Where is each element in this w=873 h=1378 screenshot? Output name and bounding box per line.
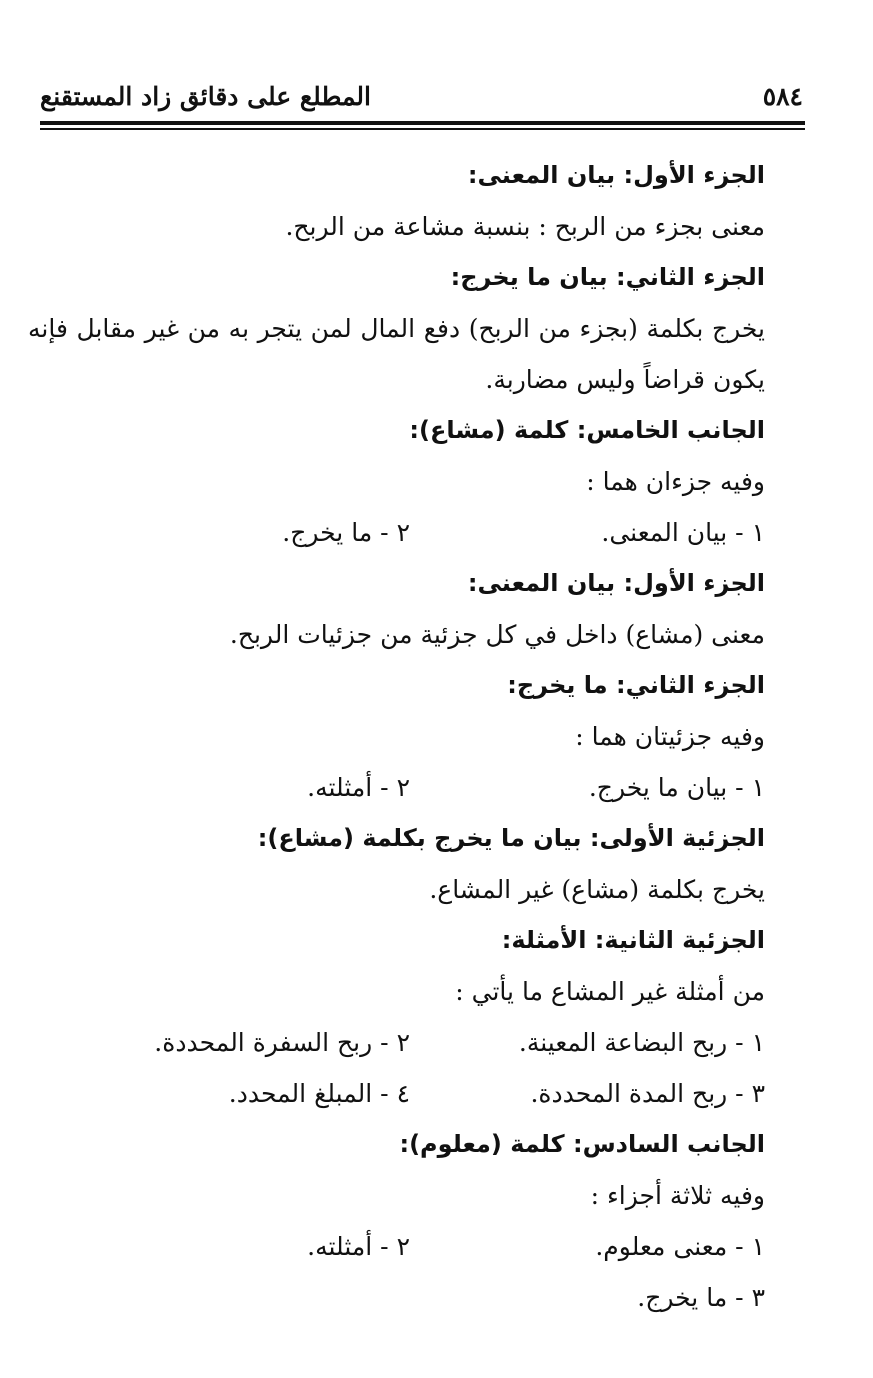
body-paragraph: معنى (مشاع) داخل في كل جزئية من جزئيات الربح.	[229, 620, 765, 649]
book-title: المطلع على دقائق زاد المستقنع	[40, 82, 371, 111]
body-paragraph: وفيه ثلاثة أجزاء :	[590, 1181, 765, 1210]
enumerated-items-row	[40, 1272, 765, 1323]
body-paragraph: وفيه جزءان هما :	[586, 467, 765, 496]
list-item: ٢ - أمثلته.	[307, 1232, 410, 1261]
section-heading: الجانب الخامس: كلمة (مشاع):	[409, 416, 765, 444]
list-item: ٢ - ربح السفرة المحددة.	[154, 1028, 410, 1057]
body-paragraph: يخرج بكلمة (بجزء من الربح) دفع المال لمن يتجر به من غير مقابل فإنه يكون قراضاً وليس مضاربة.	[28, 314, 765, 394]
list-item: ٣ - ما يخرج.	[637, 1283, 765, 1312]
body-paragraph: وفيه جزئيتان هما :	[575, 722, 765, 751]
header-rule-thick	[40, 121, 805, 125]
list-item: ١ - بيان ما يخرج.	[588, 773, 765, 802]
header-rule-thin	[40, 128, 805, 130]
list-item: ٢ - أمثلته.	[307, 773, 410, 802]
section-heading: الجزئية الثانية: الأمثلة:	[501, 926, 765, 954]
section-heading: الجزء الأول: بيان المعنى:	[467, 569, 765, 597]
enumerated-items-row	[40, 1221, 765, 1272]
section-heading: الجزء الثاني: بيان ما يخرج:	[450, 263, 765, 291]
section-heading: الجزء الثاني: ما يخرج:	[507, 671, 765, 699]
section-heading: الجزء الأول: بيان المعنى:	[467, 161, 765, 189]
page-number: ٥٨٤	[762, 82, 803, 111]
list-item: ٣ - ربح المدة المحددة.	[530, 1079, 765, 1108]
list-item: ١ - ربح البضاعة المعينة.	[518, 1028, 765, 1057]
enumerated-items-row	[40, 1068, 765, 1119]
list-item: ٤ - المبلغ المحدد.	[228, 1079, 410, 1108]
enumerated-items-row	[40, 507, 765, 558]
section-heading: الجزئية الأولى: بيان ما يخرج بكلمة (مشاع):	[257, 824, 765, 852]
body-paragraph: يخرج بكلمة (مشاع) غير المشاع.	[429, 875, 765, 904]
list-item: ١ - بيان المعنى.	[601, 518, 765, 547]
body-paragraph: من أمثلة غير المشاع ما يأتي :	[455, 977, 765, 1006]
list-item: ٢ - ما يخرج.	[282, 518, 410, 547]
enumerated-items-row	[40, 1017, 765, 1068]
page-body	[28, 150, 765, 1323]
section-heading: الجانب السادس: كلمة (معلوم):	[399, 1130, 765, 1158]
body-paragraph: معنى بجزء من الربح : بنسبة مشاعة من الربح.	[285, 212, 765, 241]
list-item: ١ - معنى معلوم.	[595, 1232, 765, 1261]
enumerated-items-row	[40, 762, 765, 813]
running-header	[40, 82, 803, 118]
